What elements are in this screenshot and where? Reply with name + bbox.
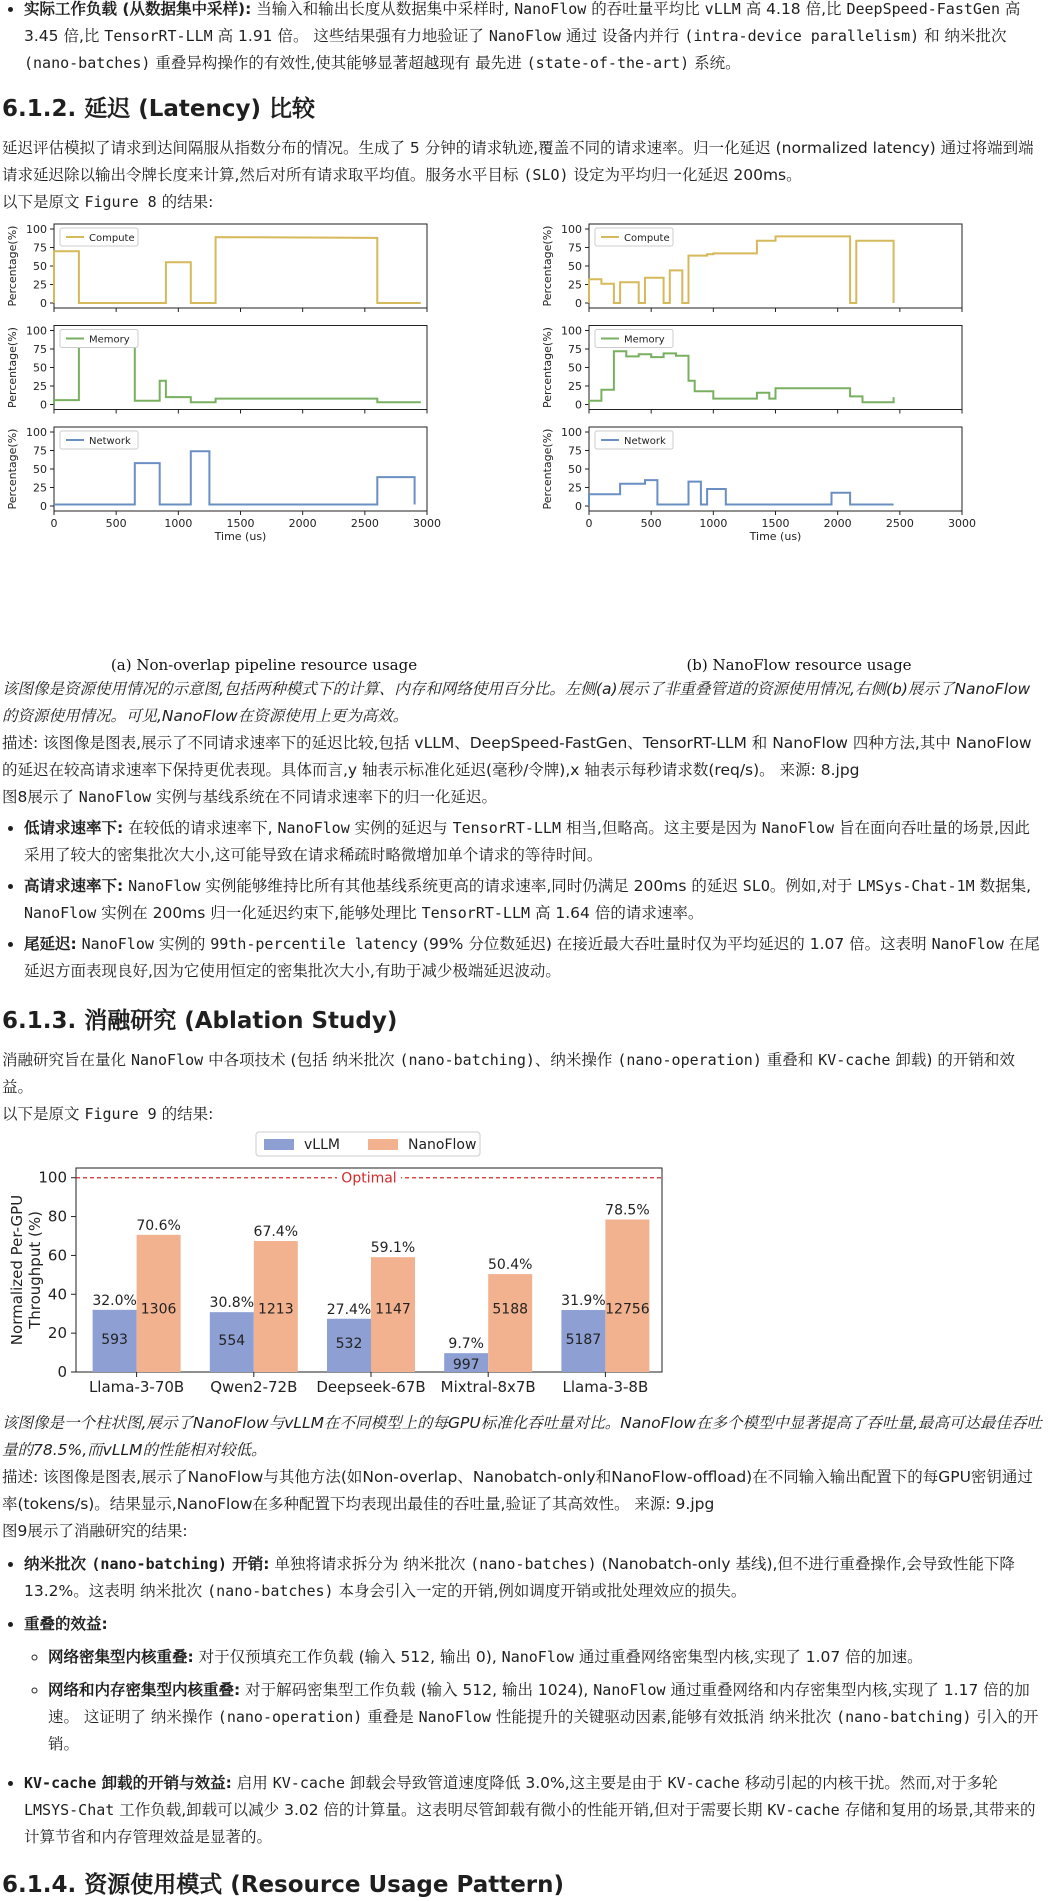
bullet-label: 网络密集型内核重叠: <box>48 1648 194 1666</box>
legend-label: Memory <box>624 334 665 346</box>
y-tick-label: 20 <box>47 1324 67 1343</box>
text-run: 通过重叠网络和内存密集型内核,实现了 1.17 倍的加速。 这证明了 纳米操作 <box>48 1681 1030 1726</box>
code-term: NanoFlow <box>130 1051 204 1069</box>
bar-inner-nanoflow: 12756 <box>605 1301 650 1318</box>
y-tick-label: 75 <box>33 444 47 458</box>
code-term: (nano-batching) <box>836 1708 972 1726</box>
legend-label-vllm: vLLM <box>304 1137 340 1153</box>
y-axis-label: Percentage(%) <box>6 327 19 408</box>
code-term: NanoFlow <box>78 788 152 806</box>
text-run: 工作负载,卸载可以减少 3.02 倍的计算量。这表明尽管卸载有微小的性能开销,但对于需要长期 <box>114 1801 768 1819</box>
figure8-intro <box>2 189 1042 216</box>
y-tick-label: 0 <box>40 398 47 412</box>
text-run: 对于仅预填充工作负载 (输入 512, 输出 0), <box>198 1648 502 1666</box>
text-run: 实例的 <box>153 935 211 953</box>
y-tick-label: 100 <box>561 223 582 236</box>
bar-label-vllm-pct: 31.9% <box>561 1293 606 1310</box>
bullet-label: 重叠的效益: <box>24 1615 108 1633</box>
code-term: (SLO) <box>523 166 569 184</box>
code-term: NanoFlow <box>24 904 97 922</box>
latency-bullet-tail <box>24 931 1042 985</box>
text-run: 图8展示了 <box>2 788 79 806</box>
bar-inner-nanoflow: 1213 <box>257 1301 294 1318</box>
text-run: 实例在 200ms 归一化延迟约束下,能够处理比 <box>96 904 422 922</box>
legend-label: Compute <box>89 233 135 244</box>
intro-bullet-label: 实际工作负载 (从数据集中采样): <box>24 0 252 18</box>
overlap-sub-network-memory <box>48 1677 1042 1758</box>
text-run: 高 3.45 倍,比 <box>24 0 1021 45</box>
y-tick-label: 25 <box>33 481 47 495</box>
text-run: 旨在面向吞吐量的场景,因此采用了较大的密集批次大小,这可能导致在请求稀疏时略微增加单个请求的等待时间。 <box>24 819 1030 864</box>
figure-8-summary <box>2 784 1042 811</box>
intro-list <box>2 0 1042 77</box>
ablation-bullet-overlap <box>24 1611 1042 1758</box>
bar-inner-nanoflow: 1147 <box>375 1301 411 1318</box>
code-term: (nano-batches) <box>470 1555 597 1573</box>
code-term: (nano-batches) <box>24 54 151 72</box>
bullet-label <box>24 1555 269 1573</box>
bullet-label: 尾延迟: <box>24 935 77 953</box>
text-run: 设定为平均归一化延迟 200ms。 <box>568 166 802 184</box>
y-axis-label: Percentage(%) <box>6 428 19 510</box>
x-tick-label: Qwen2-72B <box>210 1378 298 1396</box>
text-run: 系统。 <box>689 54 741 72</box>
overlap-sub-list <box>24 1644 1042 1758</box>
bullet-label: 低请求速率下: <box>24 819 124 837</box>
text-run: 本身会引入一定的开销,例如调度开销或批处理效应的损失。 <box>333 1582 747 1600</box>
code-term: DeepSpeed-FastGen <box>846 0 1000 18</box>
y-tick-label: 25 <box>568 481 582 495</box>
x-tick-label: 0 <box>585 517 593 530</box>
text-run: 消融研究旨在量化 <box>2 1051 131 1069</box>
code-term: NanoFlow <box>128 877 201 895</box>
text-run: 移动引起的内核干扰。然而,对于多轮 <box>739 1774 998 1792</box>
text-run: 。例如,对于 <box>769 877 858 895</box>
y-axis-label-line: Normalized Per-GPU <box>8 1194 26 1346</box>
text-run: 实例能够维持比所有其他基线系统更高的请求速率,同时仍满足 200ms 的延迟 <box>200 877 743 895</box>
figure-9-throughput-bars <box>2 1130 682 1410</box>
x-axis-label: Time (us) <box>749 530 802 543</box>
bar-label-vllm-pct: 27.4% <box>326 1301 372 1318</box>
bullet-text <box>24 877 1031 922</box>
text-run: 通过 设备内并行 <box>561 27 685 45</box>
y-tick-label: 0 <box>575 297 582 310</box>
code-term: KV-cache <box>767 1801 840 1819</box>
x-tick-label: 2000 <box>288 517 317 530</box>
figure-8-caption-text: 该图像是资源使用情况的示意图,包括两种模式下的计算、内存和网络使用百分比。左侧(a)展示了非重叠管道的资源使用情况,右侧(b)展示了NanoFlow的资源使用情况。可见,NanoFlow在资源使用上更为高效。 <box>2 680 1031 725</box>
bullet-text <box>24 935 1040 980</box>
legend-label: Compute <box>624 233 670 244</box>
y-tick-label: 75 <box>568 241 582 255</box>
text-run: 以下是原文 <box>2 1105 85 1123</box>
code-term: NanoFlow <box>761 819 835 837</box>
code-term: vLLM <box>704 0 741 18</box>
code-term: KV-cache <box>667 1774 740 1792</box>
text-run: 启用 <box>236 1774 273 1792</box>
text-run: ( <box>596 1555 608 1573</box>
x-tick-label: Deepseek-67B <box>316 1378 426 1396</box>
figure-8b-panel-group <box>541 223 976 543</box>
text-run: 引入的开销。 <box>48 1708 1039 1753</box>
text-run: 纳米批次 <box>24 1555 92 1573</box>
ablation-bullets <box>2 1551 1042 1851</box>
legend-label: Memory <box>89 334 130 346</box>
figure-8a-panel-group <box>6 223 441 543</box>
y-axis-label-line: Throughput (%) <box>26 1211 44 1329</box>
text-run: 在尾延迟方面表现良好,因为它使用恒定的密集批次大小,有助于减少极端延迟波动。 <box>24 935 1040 980</box>
x-tick-label: 500 <box>640 517 662 530</box>
section-title-6-1-3: 6.1.3. 消融研究 (Ablation Study) <box>2 1008 398 1034</box>
code-term: Figure 9 <box>84 1105 157 1123</box>
x-tick-label: 1000 <box>699 517 728 530</box>
code-term: (nano-batches) <box>207 1582 334 1600</box>
y-tick-label: 50 <box>568 463 582 476</box>
text-run: 延迟评估模拟了请求到达间隔服从指数分布的情况。生成了 5 分钟的请求轨迹,覆盖不同的请求速率。归一化延迟 (normalized latency) 通过将端到端请求延迟除以输出令牌长度来计算,然后对所有请求取平均值。服务水平目标 <box>2 139 1034 184</box>
y-tick-label: 25 <box>33 278 47 292</box>
y-tick-label: 75 <box>568 444 582 458</box>
code-term: NanoFlow <box>277 819 350 837</box>
text-run: 中各项技术 (包括 纳米批次 <box>203 1051 400 1069</box>
code-term: SLO <box>742 877 770 895</box>
text-run: 对于解码密集型工作负载 (输入 512, 输出 1024), <box>245 1681 594 1699</box>
bar-inner-nanoflow: 1306 <box>140 1301 177 1318</box>
y-tick-label: 60 <box>47 1246 67 1265</box>
text-run: 性能提升的关键驱动因素,能够有效抵消 纳米批次 <box>490 1708 837 1726</box>
text-run: 数据集, <box>974 877 1032 895</box>
bar-inner-vllm: 554 <box>218 1333 246 1350</box>
text-run: 卸载会导致管道速度降低 3.0%,这主要是由于 <box>344 1774 668 1792</box>
text-run: 的吞吐量平均比 <box>586 0 705 18</box>
bar-label-nanoflow-pct: 59.1% <box>370 1240 416 1257</box>
code-term: LMSys-Chat-1M <box>857 877 975 895</box>
code-term: NanoFlow <box>514 0 587 18</box>
text-run: 实例与基线系统在不同请求速率下的归一化延迟。 <box>151 788 497 806</box>
figure-8-description: 描述: 该图像是图表,展示了不同请求速率下的延迟比较,包括 vLLM、DeepSpeed-FastGen、TensorRT-LLM 和 NanoFlow 四种方法,其中 NanoFlow 的延迟在较高请求速率下保持更优表现。具体而言,y 轴表示标准化延迟(毫秒/令牌),x 轴表示每秒请求数(req/s)。 来源: 8.jpg <box>2 734 1032 779</box>
legend-swatch-nanoflow <box>368 1139 398 1150</box>
y-tick-label: 0 <box>575 398 582 412</box>
bar-label-vllm-pct: 30.8% <box>209 1295 255 1312</box>
legend-label-nanoflow: NanoFlow <box>408 1137 477 1153</box>
bar-label-nanoflow-pct: 67.4% <box>253 1224 299 1241</box>
text-run: Nanobatch-only <box>607 1555 731 1573</box>
legend-swatch-vllm <box>264 1139 294 1150</box>
code-term: NanoFlow <box>418 1708 491 1726</box>
y-axis-label <box>8 1195 44 1345</box>
code-term: Figure 8 <box>84 193 157 211</box>
code-term: (nano-operation) <box>617 1051 762 1069</box>
text-run: 高 1.64 倍的请求速率。 <box>530 904 704 922</box>
text-run: 高 1.91 倍。 这些结果强有力地验证了 <box>212 27 489 45</box>
bar-inner-vllm: 593 <box>101 1332 128 1349</box>
text-run: 当输入和输出长度从数据集中采样时, <box>256 0 515 18</box>
code-term: NanoFlow <box>81 935 154 953</box>
figure-9-summary: 图9展示了消融研究的结果: <box>2 1522 188 1540</box>
y-axis-label: Percentage(%) <box>541 327 554 408</box>
text-run: 的结果: <box>156 193 214 211</box>
code-term: KV-cache <box>818 1051 891 1069</box>
x-tick-label: 2000 <box>823 517 852 530</box>
bar-label-nanoflow-pct: 78.5% <box>605 1202 650 1219</box>
y-tick-label: 100 <box>38 1168 67 1187</box>
text-run: 相当,但略高。这主要是因为 <box>560 819 762 837</box>
y-axis-label: Percentage(%) <box>541 225 554 307</box>
y-tick-label: 50 <box>568 361 582 375</box>
figure-8b-caption: (b) NanoFlow resource usage <box>686 656 912 674</box>
y-tick-label: 40 <box>47 1285 67 1304</box>
y-axis-label: Percentage(%) <box>6 225 19 307</box>
text-run: 高 4.18 倍,比 <box>740 0 847 18</box>
y-tick-label: 75 <box>568 343 582 356</box>
bar-label-vllm-pct: 9.7% <box>448 1336 484 1353</box>
y-tick-label: 50 <box>33 260 47 273</box>
figure-9-caption-text: 该图像是一个柱状图,展示了NanoFlow与vLLM在不同模型上的每GPU标准化吞吐量对比。NanoFlow在多个模型中显著提高了吞吐量,最高可达最佳吞吐量的78.5%,而vLLM的性能相对较低。 <box>2 1414 1042 1459</box>
text-run: 重叠异构操作的有效性,使其能够显著超越现有 最先进 <box>150 54 527 72</box>
x-tick-label: 1000 <box>164 517 193 530</box>
y-tick-label: 25 <box>568 278 582 292</box>
text-run: 以下是原文 <box>2 193 85 211</box>
code-term: TensorRT-LLM <box>452 819 561 837</box>
text-run: 通过重叠网络密集型内核,实现了 1.07 倍的加速。 <box>573 1648 923 1666</box>
code-term: NanoFlow <box>501 1648 574 1666</box>
x-tick-label: 2500 <box>350 517 379 530</box>
bar-inner-nanoflow: 5188 <box>492 1301 529 1318</box>
bullet-text <box>199 1648 923 1666</box>
bar-inner-vllm: 5187 <box>565 1332 602 1349</box>
bar-inner-vllm: 532 <box>335 1336 363 1353</box>
ablation-paragraph <box>2 1047 1042 1101</box>
x-tick-label: Llama-3-8B <box>562 1378 649 1396</box>
text-run: 、纳米操作 <box>534 1051 618 1069</box>
latency-bullet-low <box>24 815 1042 869</box>
bullet-text <box>24 819 1030 864</box>
y-tick-label: 100 <box>561 324 582 338</box>
bar-label-nanoflow-pct: 50.4% <box>487 1257 533 1274</box>
y-tick-label: 75 <box>33 343 47 356</box>
code-term: NanoFlow <box>593 1681 666 1699</box>
ablation-bullet-nanobatch <box>24 1551 1042 1605</box>
text-run: 卸载) 的开销和效益。 <box>2 1051 1015 1096</box>
text-run: 单独将请求拆分为 纳米批次 <box>274 1555 471 1573</box>
text-run: (99% 分位数延迟) 在接近最大吞吐量时仅为平均延迟的 1.07 倍。这表明 <box>417 935 932 953</box>
x-tick-label: 500 <box>105 517 127 530</box>
y-tick-label: 50 <box>33 463 47 476</box>
intro-bullet <box>24 0 1042 77</box>
latency-bullet-high <box>24 873 1042 927</box>
bar-nanoflow <box>605 1219 649 1372</box>
code-term: (nano-operation) <box>217 1708 363 1726</box>
code-term: (nano-batching) <box>399 1051 535 1069</box>
text-run: 基线),但不进行重叠操作,会导致性能下降 13.2%。这表明 纳米批次 <box>24 1555 1015 1600</box>
y-tick-label: 25 <box>568 380 582 393</box>
text-run: 存储和复用的场景,其带来的计算节省和内存管理效益是显著的。 <box>24 1801 1036 1846</box>
x-tick-label: Llama-3-70B <box>88 1378 185 1396</box>
y-tick-label: 50 <box>568 260 582 273</box>
section-title-6-1-2: 6.1.2. 延迟 (Latency) 比较 <box>2 96 316 122</box>
y-tick-label: 100 <box>26 426 47 439</box>
y-axis-label: Percentage(%) <box>541 428 554 510</box>
x-tick-label: 0 <box>50 517 58 530</box>
text-run: 重叠是 <box>362 1708 419 1726</box>
x-tick-label: 1500 <box>761 517 790 530</box>
x-tick-label: 2500 <box>885 517 914 530</box>
y-tick-label: 100 <box>26 223 47 236</box>
section-title-6-1-4: 6.1.4. 资源使用模式 (Resource Usage Pattern) <box>2 1872 565 1898</box>
y-tick-label: 0 <box>575 500 582 513</box>
code-term: TensorRT-LLM <box>421 904 531 922</box>
y-tick-label: 25 <box>33 380 47 393</box>
code-term: TensorRT-LLM <box>104 27 213 45</box>
bar-label-nanoflow-pct: 70.6% <box>136 1217 181 1234</box>
code-term: (nano-batching) <box>91 1555 227 1573</box>
legend-label: Network <box>624 436 666 447</box>
latency-bullets <box>2 815 1042 985</box>
bar-label-vllm-pct: 32.0% <box>92 1292 137 1309</box>
ablation-bullet-kvcache <box>24 1770 1042 1851</box>
x-axis-label: Time (us) <box>214 530 267 543</box>
bullet-label <box>24 1774 232 1792</box>
y-tick-label: 0 <box>40 297 47 310</box>
text-run: 在较低的请求速率下, <box>128 819 278 837</box>
bar-inner-vllm: 997 <box>452 1357 480 1373</box>
y-tick-label: 0 <box>40 500 47 513</box>
figure9-intro <box>2 1101 1042 1128</box>
text-run: 和 纳米批次 <box>919 27 1007 45</box>
y-tick-label: 50 <box>33 361 47 375</box>
code-term: NanoFlow <box>488 27 562 45</box>
code-term: (state-of-the-art) <box>526 54 690 72</box>
overlap-sub-network <box>48 1644 1042 1671</box>
text-run: 卸载的开销与效益: <box>96 1774 232 1792</box>
bar-nanoflow <box>488 1274 532 1372</box>
text-run: 实例的延迟与 <box>349 819 453 837</box>
x-tick-label: 3000 <box>948 517 976 530</box>
figure-8-resource-usage <box>2 218 1052 676</box>
legend-label: Network <box>89 436 131 447</box>
latency-paragraph <box>2 135 1042 189</box>
y-tick-label: 0 <box>57 1363 67 1381</box>
code-term: KV-cache <box>272 1774 345 1792</box>
x-tick-label: Mixtral-8x7B <box>440 1378 536 1396</box>
x-tick-label: 3000 <box>413 517 441 530</box>
code-term: 99th-percentile latency <box>210 935 418 953</box>
bullet-label: 网络和内存密集型内核重叠: <box>48 1681 241 1699</box>
figure-9-description: 描述: 该图像是图表,展示了NanoFlow与其他方法(如Non-overlap、Nanobatch-only和NanoFlow-offload)在不同输入输出配置下的每GPU密钥通过率(tokens/s)。结果显示,NanoFlow在多种配置下均表现出最佳的吞吐量,验证了其高效性。 来源: 9.jpg <box>2 1468 1033 1513</box>
y-tick-label: 80 <box>47 1207 67 1226</box>
code-term: KV-cache <box>24 1774 97 1792</box>
text-run: 重叠和 <box>761 1051 819 1069</box>
code-term: LMSYS-Chat <box>24 1801 115 1819</box>
y-tick-label: 100 <box>26 324 47 338</box>
x-tick-label: 1500 <box>226 517 255 530</box>
bullet-label: 高请求速率下: <box>24 877 124 895</box>
figure-8a-caption: (a) Non-overlap pipeline resource usage <box>110 656 418 674</box>
text-run: 的结果: <box>156 1105 214 1123</box>
text-run: 开销: <box>226 1555 270 1573</box>
code-term: NanoFlow <box>931 935 1004 953</box>
y-tick-label: 100 <box>561 426 582 439</box>
y-tick-label: 75 <box>33 241 47 255</box>
optimal-label: Optimal <box>341 1170 397 1187</box>
code-term: (intra-device parallelism) <box>684 27 920 45</box>
